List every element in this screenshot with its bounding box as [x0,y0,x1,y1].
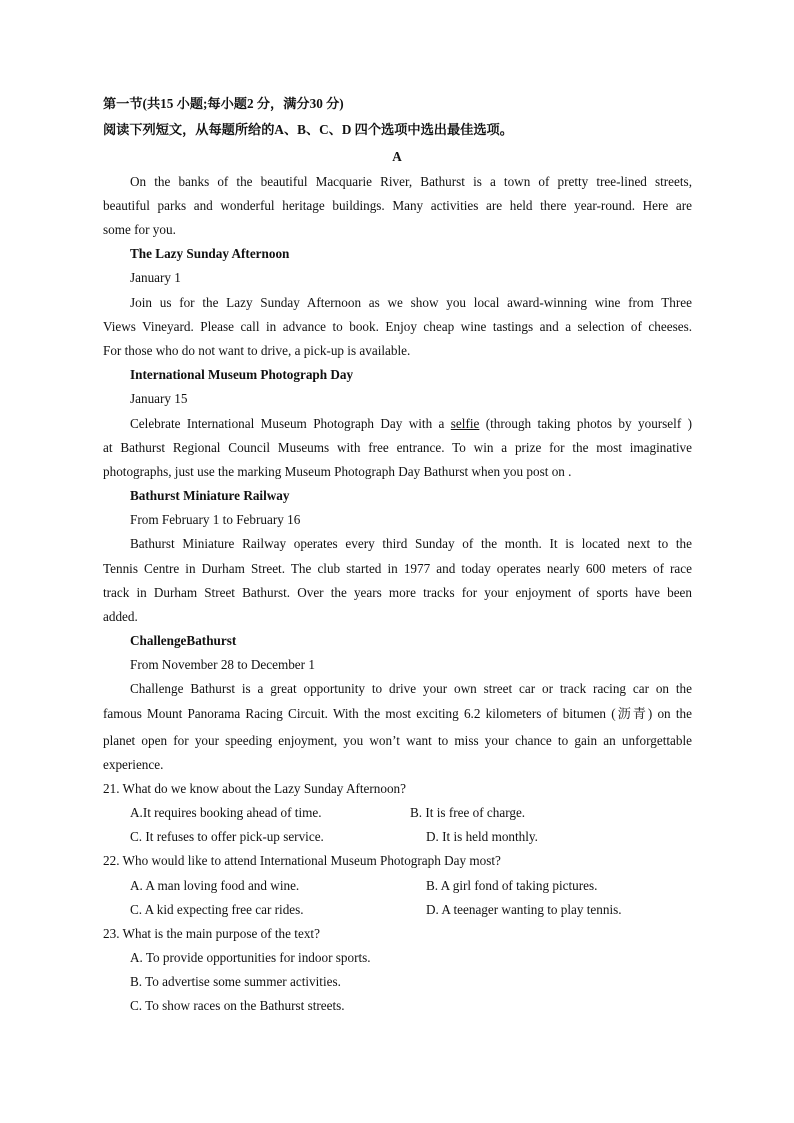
question-stem: 22. Who would like to attend International Museum Photograph Day most? [103,853,501,868]
event-text-line [130,416,692,432]
intro-line: some for you. [103,222,176,237]
event-text-line: famous Mount Panorama Racing Circuit. With the most exciting 6.2 kilometers of bitumen (沥青) on the [103,706,692,721]
question-option: B. To advertise some summer activities. [130,974,341,989]
section-heading: 第一节(共15 小题;每小题2 分，满分30 分) [103,96,344,111]
intro-line: On the banks of the beautiful Macquarie River, Bathurst is a town of pretty tree-lined streets, [130,174,692,189]
selfie-underlined-word: selfie [450,416,480,431]
question-option: D. A teenager wanting to play tennis. [426,902,622,917]
question-option: A. To provide opportunities for indoor sports. [130,950,371,965]
event-date: January 1 [130,270,181,285]
passage-label: A [392,149,402,164]
event-title: ChallengeBathurst [130,633,237,648]
event-text-line: planet open for your speeding enjoyment, you won’t want to miss your chance to gain an unforgettable [103,733,692,748]
question-option: A. A man loving food and wine. [130,878,300,893]
event-title: International Museum Photograph Day [130,367,354,382]
event-text-part: Celebrate International Museum Photograph Day with a [130,416,451,431]
event-text-line: Bathurst Miniature Railway operates every third Sunday of the month. It is located next to the [130,536,692,551]
event-date: January 15 [130,391,188,406]
question-option: A.It requires booking ahead of time. [130,805,322,820]
event-text-line: Join us for the Lazy Sunday Afternoon as we show you local award-winning wine from Three [130,295,692,310]
event-text-line: experience. [103,757,164,772]
event-text-line: track in Durham Street Bathurst. Over the years more tracks for your enjoyment of sports have been [103,585,692,600]
question-option: B. A girl fond of taking pictures. [426,878,598,893]
question-stem: 23. What is the main purpose of the text? [103,926,320,941]
section-instruction: 阅读下列短文，从每题所给的A、B、C、D 四个选项中选出最佳选项。 [103,122,513,137]
question-option: C. To show races on the Bathurst streets. [130,998,345,1013]
event-date: From November 28 to December 1 [130,657,315,672]
intro-line: beautiful parks and wonderful heritage buildings. Many activities are held there year-round. Here are [103,198,692,213]
event-date: From February 1 to February 16 [130,512,301,527]
event-text-line: For those who do not want to drive, a pick-up is available. [103,343,411,358]
event-title: Bathurst Miniature Railway [130,488,290,503]
event-text-line: added. [103,609,138,624]
event-text-line: photographs, just use the marking Museum Photograph Day Bathurst when you post on . [103,464,572,479]
question-option: C. A kid expecting free car rides. [130,902,304,917]
event-text-line: Tennis Centre in Durham Street. The club started in 1977 and today operates nearly 600 meters of race [103,561,692,576]
event-title: The Lazy Sunday Afternoon [130,246,290,261]
event-text-line: Views Vineyard. Please call in advance to book. Enjoy cheap wine tastings and a selection of cheeses. [103,319,692,334]
event-text-line: at Bathurst Regional Council Museums with free entrance. To win a prize for the most imaginative [103,440,692,455]
event-text-part: (through taking photos by yourself ) [479,416,692,431]
event-text-line: Challenge Bathurst is a great opportunity to drive your own street car or track racing car on the [130,681,692,696]
question-option: B. It is free of charge. [410,805,526,820]
question-option: C. It refuses to offer pick-up service. [130,829,324,844]
question-option: D. It is held monthly. [426,829,538,844]
question-stem: 21. What do we know about the Lazy Sunday Afternoon? [103,781,406,796]
